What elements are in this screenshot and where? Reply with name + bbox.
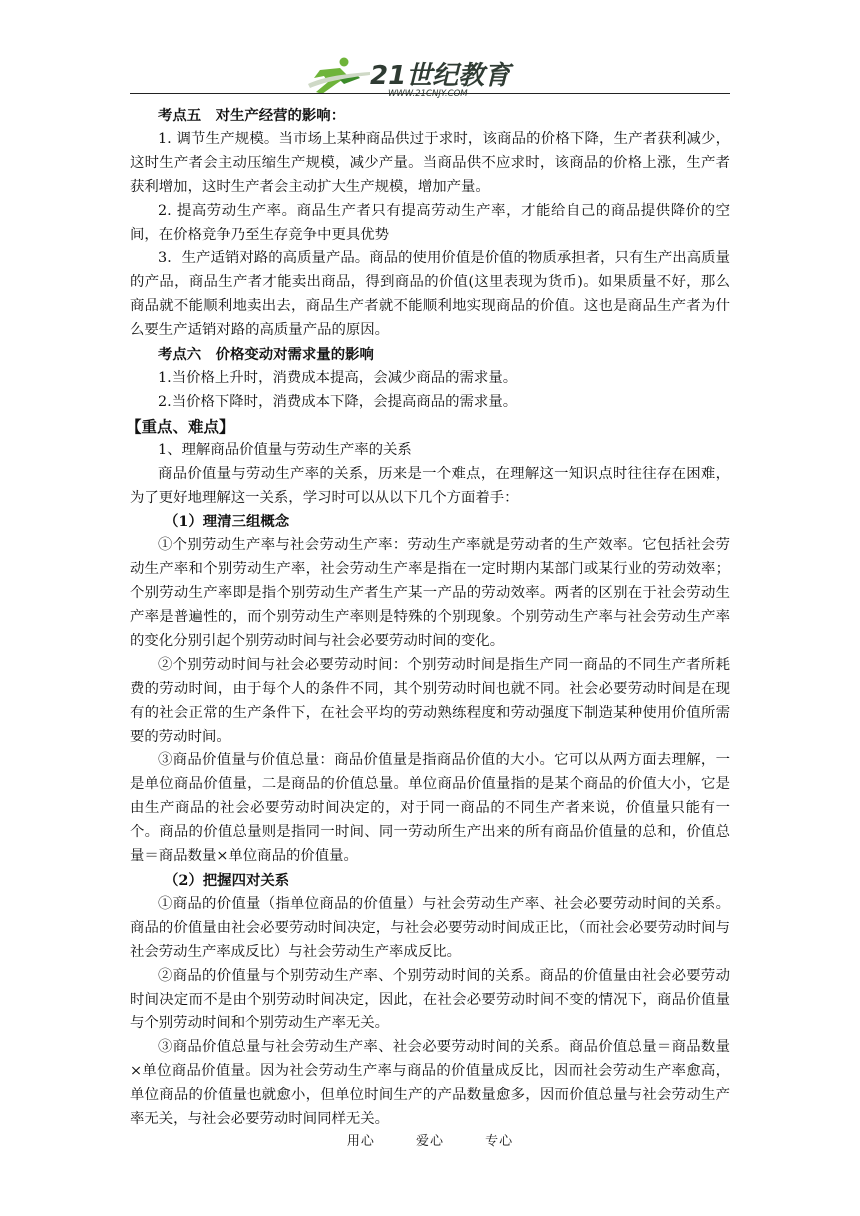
paragraph: 2. 提高劳动生产率。商品生产者只有提高劳动生产率，才能给自己的商品提供降价的空间，在价格竞争乃至生存竞争中更具优势	[130, 202, 730, 243]
subheading: （2）把握四对关系	[164, 872, 290, 889]
paragraph: ①商品的价值量（指单位商品的价值量）与社会劳动生产率、社会必要劳动时间的关系。商品的价值量由社会必要劳动时间决定，与社会必要劳动时间成正比，（而社会必要劳动时间与社会劳动生产率成反比）与社会劳动生产率成反比。	[130, 895, 730, 960]
paragraph: 1、理解商品价值量与劳动生产率的关系	[158, 441, 412, 458]
subheading: 考点五 对生产经营的影响：	[158, 107, 346, 124]
paragraph: 1. 调节生产规模。当市场上某种商品供过于求时，该商品的价格下降，生产者获利减少，这时生产者会主动压缩生产规模，减少产量。当商品供不应求时，该商品的价格上涨，生产者获利增加，这时生产者会主动扩大生产规模，增加产量。	[130, 130, 730, 195]
paragraph: 3．生产适销对路的高质量产品。商品的使用价值是价值的物质承担者，只有生产出高质量的产品，商品生产者才能卖出商品，得到商品的价值(这里表现为货币)。如果质量不好，那么商品就不能顺利地卖出去，商品生产者就不能顺利地实现商品的价值。这也是商品生产者为什么要生产适销对路的高质量产品的原因。	[130, 250, 730, 339]
footer-item: 专心	[485, 1134, 514, 1149]
paragraph: ②个别劳动时间与社会必要劳动时间：个别劳动时间是指生产同一商品的不同生产者所耗费的劳动时间，由于每个人的条件不同，其个别劳动时间也就不同。社会必要劳动时间是在现有的社会正常的生产条件下，在社会平均的劳动熟练程度和劳动强度下制造某种使用价值所需要的劳动时间。	[130, 656, 730, 745]
footer-item: 爱心	[415, 1134, 444, 1149]
paragraph: ①个别劳动生产率与社会劳动生产率：劳动生产率就是劳动者的生产效率。它包括社会劳动生产率和个别劳动生产率，社会劳动生产率是指在一定时期内某部门或某行业的劳动效率；个别劳动生产率即是指个别劳动生产者生产某一产品的劳动效率。两者的区别在于社会劳动生产率是普遍性的，而个别劳动生产率则是特殊的个别现象。个别劳动生产率与社会劳动生产率的变化分别引起个别劳动时间与社会必要劳动时间的变化。	[130, 537, 730, 649]
page-footer	[0, 1130, 860, 1149]
paragraph: ②商品的价值量与个别劳动生产率、个别劳动时间的关系。商品的价值量由社会必要劳动时间决定而不是由个别劳动时间决定，因此，在社会必要劳动时间不变的情况下，商品价值量与个别劳动时间和个别劳动生产率无关。	[130, 967, 730, 1032]
logo-text: 21世纪教育	[370, 61, 511, 91]
subheading: 考点六 价格变动对需求量的影响	[158, 346, 374, 364]
document-body	[126, 104, 730, 1132]
paragraph: 2.当价格下降时，消费成本下降，会提高商品的需求量。	[158, 393, 518, 410]
paragraph: 1.当价格上升时，消费成本提高，会减少商品的需求量。	[158, 369, 518, 386]
paragraph: ③商品价值总量与社会劳动生产率、社会必要劳动时间的关系。商品价值总量＝商品数量×单位商品价值量。因为社会劳动生产率与商品的价值量成反比，因而社会劳动生产率愈高，单位商品的价值量也就愈小，但单位时间生产的产品数量愈多，因而价值总量与社会劳动生产率无关，与社会必要劳动时间同样无关。	[130, 1039, 730, 1128]
footer-item: 用心	[346, 1134, 375, 1149]
paragraph: 商品价值量与劳动生产率的关系，历来是一个难点，在理解这一知识点时往往存在困难，为了更好地理解这一关系，学习时可以从以下几个方面着手：	[130, 465, 730, 506]
section-heading: 【重点、难点】	[126, 416, 235, 436]
logo-url-text: WWW.21CNJY.COM	[388, 89, 468, 99]
paragraph: ③商品价值量与价值总量：商品价值量是指商品价值的大小。它可以从两方面去理解，一是单位商品价值量，二是商品的价值总量。单位商品价值量指的是某个商品的价值大小，它是由生产商品的社会必要劳动时间决定的，对于同一商品的不同生产者来说，价值量只能有一个。商品的价值总量则是指同一时间、同一劳动所生产出来的所有商品价值量的总和，价值总量＝商品数量×单位商品的价值量。	[130, 752, 730, 865]
header-rule	[130, 93, 730, 94]
subheading: （1）理清三组概念	[164, 513, 290, 531]
